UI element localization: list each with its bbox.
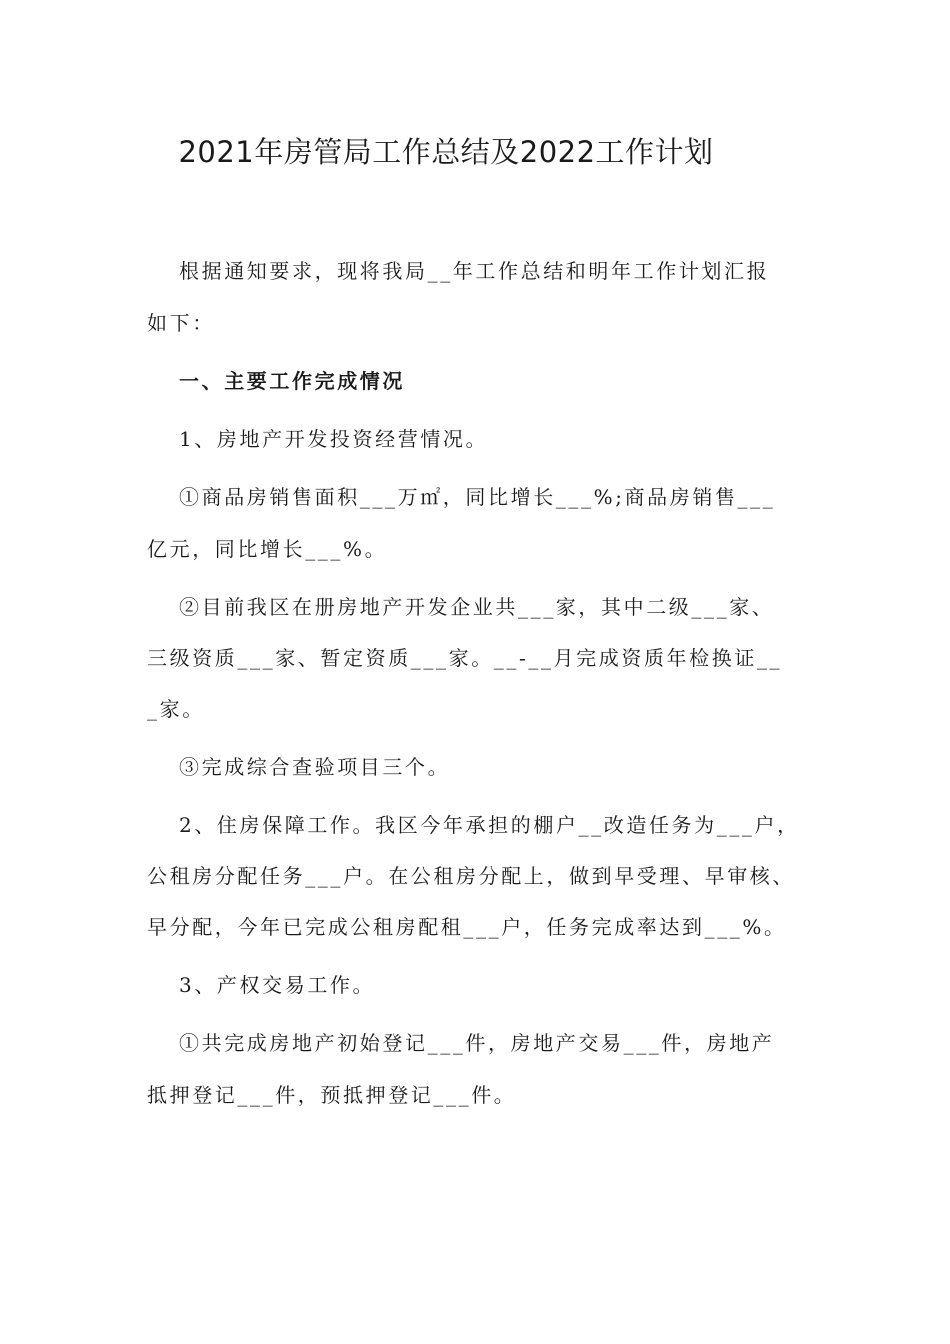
housing-security-line-2: 公租房分配任务___户。在公租房分配上，做到早受理、早审核、 — [147, 864, 795, 888]
section-heading-main-work: 一、主要工作完成情况 — [179, 369, 405, 393]
item-2-line-1: ②目前我区在册房地产开发企业共___家，其中二级___家、 — [179, 595, 775, 619]
item-1-line-1: ①商品房销售面积___万㎡，同比增长___%;商品房销售___ — [179, 485, 776, 509]
intro-paragraph-line-2: 如下： — [147, 311, 215, 335]
subsection-heading-property-trade: 3、产权交易工作。 — [179, 973, 376, 997]
document-title: 2021年房管局工作总结及2022工作计划 — [178, 135, 714, 169]
item-1-line-2: 亿元，同比增长___%。 — [147, 537, 388, 561]
property-trade-item-1-line-1: ①共完成房地产初始登记___件，房地产交易___件，房地产 — [179, 1031, 775, 1055]
intro-paragraph-line-1: 根据通知要求，现将我局__年工作总结和明年工作计划汇报 — [179, 259, 770, 283]
item-2-line-2: 三级资质___家、暂定资质___家。__-__月完成资质年检换证__ — [147, 646, 783, 670]
property-trade-item-1-line-2: 抵押登记___件，预抵押登记___件。 — [147, 1083, 517, 1107]
subsection-heading-real-estate: 1、房地产开发投资经营情况。 — [179, 427, 489, 451]
item-3-line-1: ③完成综合查验项目三个。 — [179, 755, 451, 779]
item-2-line-3: _家。 — [147, 697, 205, 721]
housing-security-line-3: 早分配，今年已完成公租房配租___户，任务完成率达到___%。 — [147, 915, 787, 939]
housing-security-line-1: 2、住房保障工作。我区今年承担的棚户__改造任务为___户， — [179, 813, 800, 837]
